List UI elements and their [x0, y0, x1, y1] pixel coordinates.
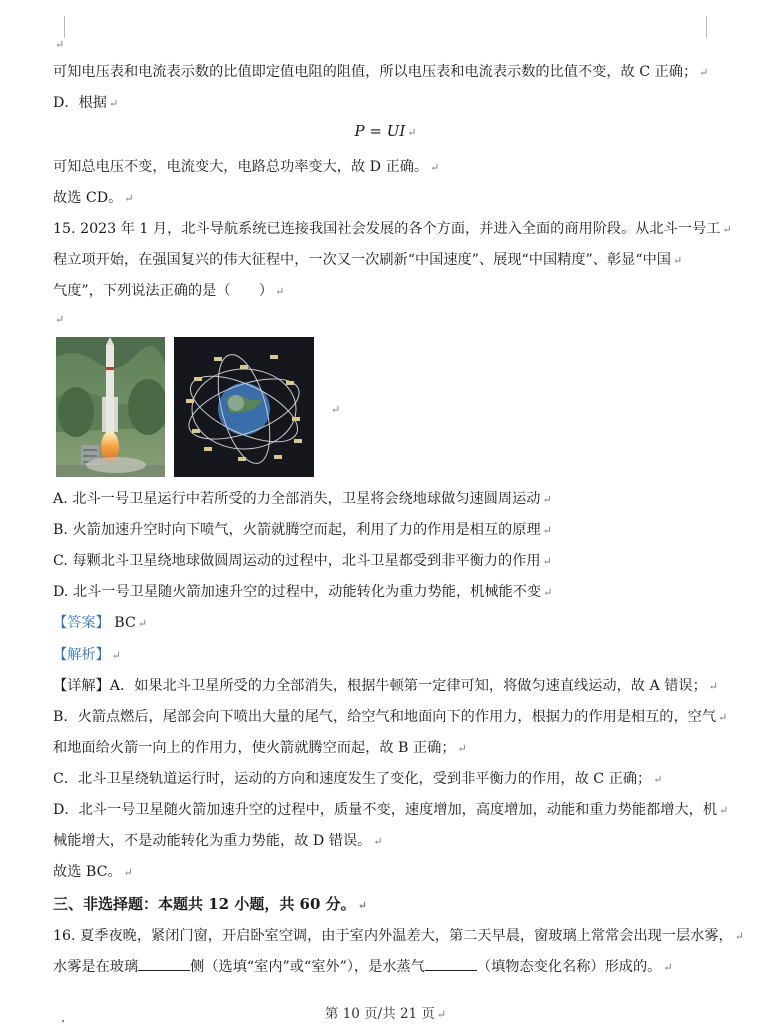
corner-dot — [62, 1020, 64, 1022]
q16-line1: 16. 夏季夜晚，紧闭门窗，开启卧室空调，由于室内外温差大，第二天早晨，窗玻璃上常常会出现一层水雾， ↵ — [53, 928, 744, 944]
answer-bc: 故选 BC。 ↵ — [53, 864, 133, 880]
detail-label: 【详解】 — [53, 678, 110, 694]
mark-before-images: ↵ — [55, 313, 65, 326]
q16-line2: 水雾是在玻璃 侧（选填“室内”或“室外”），是水蒸气 （填物态变化名称）形成的。 ↵ — [53, 959, 673, 975]
answer-line: 【答案】 BC ↵ — [53, 615, 148, 631]
analysis-line: 【解析】 ↵ — [53, 647, 121, 663]
q15-line3: 气度”，下列说法正确的是（ ） ↵ — [53, 283, 285, 299]
option-a: A. 北斗一号卫星运行中若所受的力全部消失，卫星将会绕地球做匀速圆周运动 ↵ — [53, 491, 552, 507]
detail-b1: B．火箭点燃后，尾部会向下喷出大量的尾气，给空气和地面向下的作用力，根据力的作用是相互的，空气 ↵ — [53, 709, 728, 725]
fill-blank-2[interactable] — [425, 958, 477, 971]
option-b: B. 火箭加速升空时向下喷气，火箭就腾空而起，利用了力的作用是相互的原理 ↵ — [53, 522, 552, 538]
paragraph-mark: ↵ — [331, 403, 341, 416]
d-basis: D．根据 ↵ — [53, 95, 119, 111]
section-3-heading: 三、非选择题：本题共 12 小题，共 60 分。 ↵ — [53, 895, 367, 913]
fill-blank-1[interactable] — [138, 958, 190, 971]
detail-c: C．北斗卫星绕轨道运行时，运动的方向和速度发生了变化，受到非平衡力的作用，故 C 正确； ↵ — [53, 771, 663, 787]
formula-p-ui: P = UI ↵ — [354, 122, 417, 140]
crop-mark-left — [64, 16, 65, 38]
crop-mark-right — [706, 16, 707, 38]
option-d: D. 北斗一号卫星随火箭加速升空的过程中，动能转化为重力势能，机械能不变 ↵ — [53, 584, 553, 600]
answer-cd: 故选 CD。 ↵ — [53, 190, 134, 206]
satellite-constellation-photo — [174, 337, 314, 477]
mark-top: ↵ — [55, 38, 65, 51]
detail-d2: 械能增大，不是动能转化为重力势能，故 D 错误。 ↵ — [53, 833, 383, 849]
detail-b2: 和地面给火箭一向上的作用力，使火箭就腾空而起，故 B 正确； ↵ — [53, 740, 467, 756]
detail-a: 【详解】A．如果北斗卫星所受的力全部消失，根据牛顿第一定律可知，将做匀速直线运动，故 A 错误； ↵ — [53, 678, 718, 694]
option-c: C. 每颗北斗卫星绕地球做圆周运动的过程中，北斗卫星都受到非平衡力的作用 ↵ — [53, 553, 552, 569]
d-conclusion: 可知总电压不变，电流变大，电路总功率变大，故 D 正确。 ↵ — [53, 159, 440, 175]
rocket-launch-photo — [56, 337, 165, 477]
c-conclusion: 可知电压表和电流表示数的比值即定值电阻的阻值，所以电压表和电流表示数的比值不变，故 C 正确； ↵ — [53, 64, 709, 80]
page-footer: 第 10 页/共 21 页 ↵ — [324, 1006, 447, 1022]
detail-d1: D．北斗一号卫星随火箭加速升空的过程中，质量不变，速度增加，高度增加，动能和重力势能都增大，机 ↵ — [53, 802, 729, 818]
q15-line2: 程立项开始，在强国复兴的伟大征程中，一次又一次刷新“中国速度”、展现“中国精度”、彰显“中国 ↵ — [53, 252, 683, 268]
q15-line1: 15. 2023 年 1 月，北斗导航系统已连接我国社会发展的各个方面，并进入全面的商用阶段。从北斗一号工 ↵ — [53, 221, 732, 237]
